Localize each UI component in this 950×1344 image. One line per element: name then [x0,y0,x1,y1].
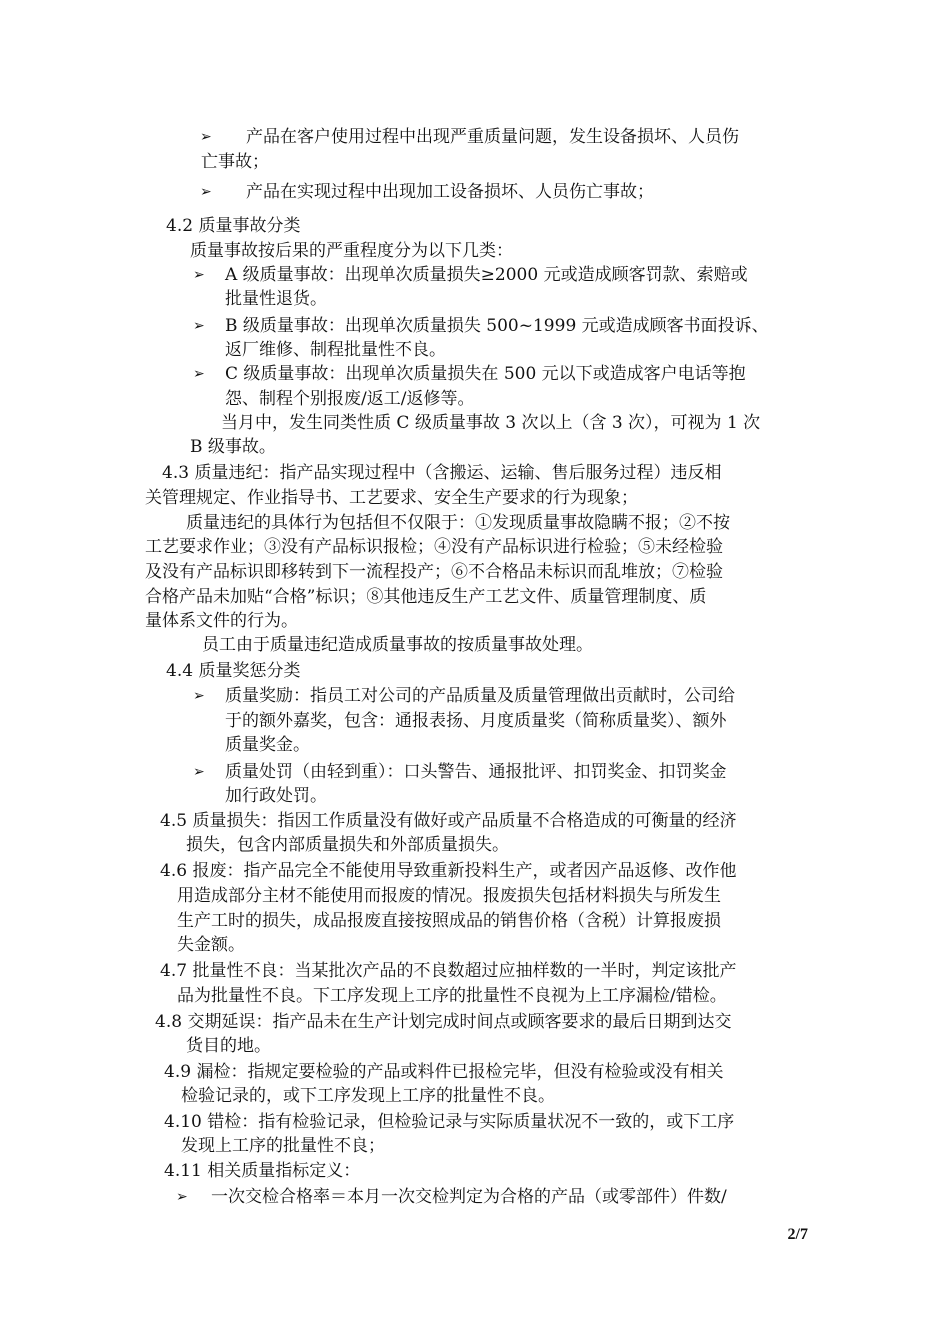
text-line: 生产工时的损失，成品报废直接按照成品的销售价格（含税）计算报废损 [177,911,721,931]
text-line: C 级质量事故：出现单次质量损失在 500 元以下或造成客户电话等抱 [225,364,746,384]
text-line: 4.8 交期延误：指产品未在生产计划完成时间点或顾客要求的最后日期到达交 [155,1012,732,1032]
text-line: 损失，包含内部质量损失和外部质量损失。 [186,835,509,855]
text-line: 4.7 批量性不良：当某批次产品的不良数超过应抽样数的一半时，判定该批产 [160,961,737,981]
text-line: 4.3 质量违纪：指产品实现过程中（含搬运、运输、售后服务过程）违反相 [162,463,722,483]
text-line: 员工由于质量违纪造成质量事故的按质量事故处理。 [202,635,593,655]
text-line: 怨、制程个别报废/返工/返修等。 [225,389,475,409]
text-line: 当月中，发生同类性质 C 级质量事故 3 次以上（含 3 次），可视为 1 次 [221,413,761,433]
text-line: 4.4 质量奖惩分类 [166,661,301,681]
text-line: 质量处罚（由轻到重）：口头警告、通报批评、扣罚奖金、扣罚奖金 [225,762,727,782]
text-line: 4.5 质量损失：指因工作质量没有做好或产品质量不合格造成的可衡量的经济 [160,811,737,831]
text-line: 加行政处罚。 [225,786,327,806]
bullet-icon: ➢ [176,1189,188,1205]
text-line: 4.10 错检：指有检验记录，但检验记录与实际质量状况不一致的，或下工序 [164,1112,735,1132]
text-line: A 级质量事故：出现单次质量损失≥2000 元或造成顾客罚款、索赔或 [225,265,748,285]
text-line: 货目的地。 [186,1036,271,1056]
text-line: 质量奖励：指员工对公司的产品质量及质量管理做出贡献时，公司给 [225,686,735,706]
bullet-icon: ➢ [200,129,212,145]
bullet-icon: ➢ [193,366,205,382]
text-line: 亡事故； [201,152,269,172]
text-line: 品为批量性不良。下工序发现上工序的批量性不良视为上工序漏检/错检。 [177,986,727,1006]
page-number: 2/7 [787,1226,808,1243]
text-line: B 级质量事故：出现单次质量损失 500~1999 元或造成顾客书面投诉、 [225,316,769,336]
text-line: 一次交检合格率＝本月一次交检判定为合格的产品（或零部件）件数/ [211,1187,727,1207]
bullet-icon: ➢ [193,688,205,704]
text-line: 产品在实现过程中出现加工设备损坏、人员伤亡事故； [246,182,654,202]
text-line: 4.11 相关质量指标定义： [164,1161,361,1181]
text-line: 关管理规定、作业指导书、工艺要求、安全生产要求的行为现象； [145,488,638,508]
text-line: 合格产品未加贴“合格”标识；⑧其他违反生产工艺文件、质量管理制度、质 [145,587,707,607]
text-line: 质量奖金。 [225,735,310,755]
text-line: 量体系文件的行为。 [145,611,298,631]
text-line: B 级事故。 [190,437,276,457]
bullet-icon: ➢ [193,764,205,780]
text-line: 工艺要求作业；③没有产品标识报检；④没有产品标识进行检验；⑤未经检验 [145,537,723,557]
text-line: 产品在客户使用过程中出现严重质量问题，发生设备损坏、人员伤 [246,127,739,147]
text-line: 检验记录的，或下工序发现上工序的批量性不良。 [181,1086,555,1106]
bullet-icon: ➢ [200,184,212,200]
text-line: 用造成部分主材不能使用而报废的情况。报废损失包括材料损失与所发生 [177,886,721,906]
text-line: 失金额。 [177,935,245,955]
text-line: 质量违纪的具体行为包括但不仅限于：①发现质量事故隐瞒不报；②不按 [186,513,730,533]
bullet-icon: ➢ [193,267,205,283]
text-line: 发现上工序的批量性不良； [181,1136,385,1156]
text-line: 返厂维修、制程批量性不良。 [225,340,446,360]
text-line: 于的额外嘉奖，包含：通报表扬、月度质量奖（简称质量奖）、额外 [225,711,727,731]
bullet-icon: ➢ [193,318,205,334]
text-line: 及没有产品标识即移转到下一流程投产；⑥不合格品未标识而乱堆放；⑦检验 [145,562,723,582]
text-line: 4.2 质量事故分类 [166,216,301,236]
text-line: 质量事故按后果的严重程度分为以下几类： [190,241,513,261]
text-line: 4.6 报废：指产品完全不能使用导致重新投料生产，或者因产品返修、改作他 [160,861,737,881]
text-line: 4.9 漏检：指规定要检验的产品或料件已报检完毕，但没有检验或没有相关 [164,1062,724,1082]
text-line: 批量性退货。 [225,289,327,309]
